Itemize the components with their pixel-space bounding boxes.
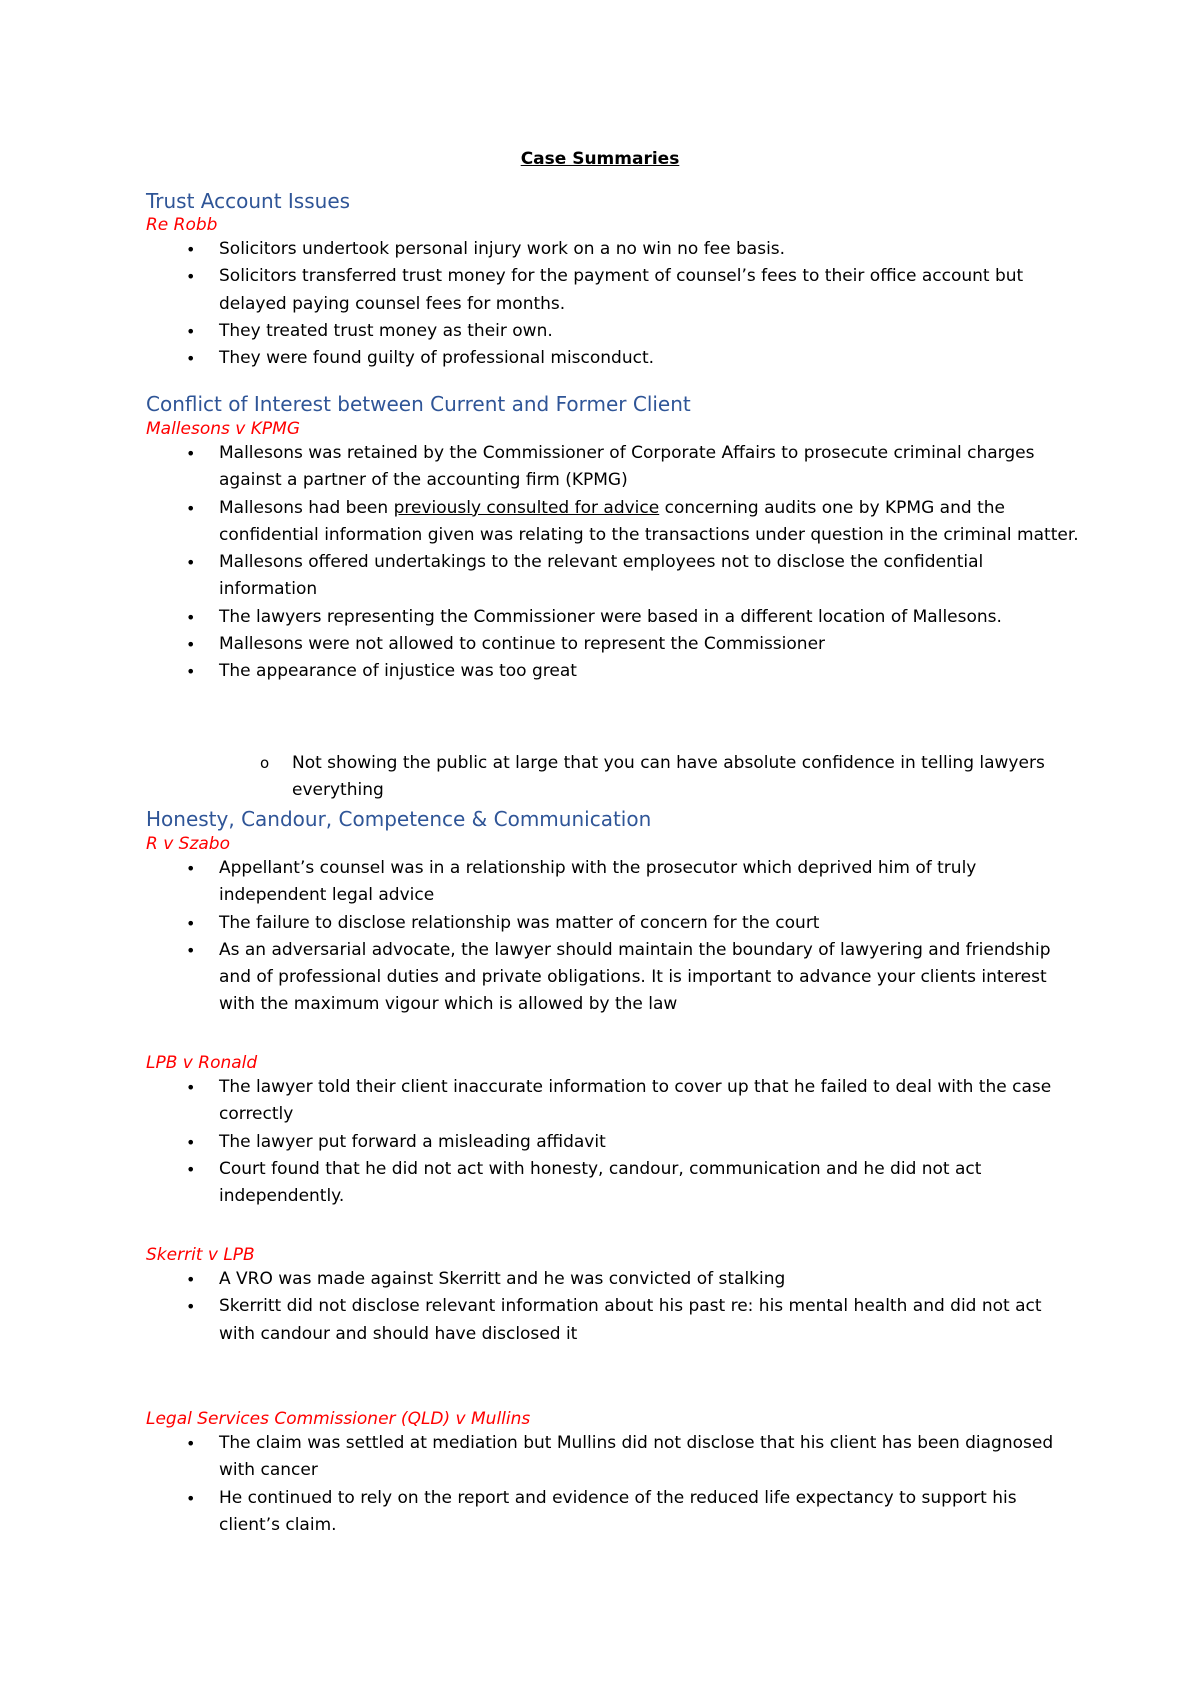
list-item: • Court found that he did not act with honesty, candour, communication and he did not act independently. bbox=[0, 1156, 1079, 1211]
bullet-icon: • bbox=[186, 635, 196, 655]
case-name-skerrit-v-lpb: Skerrit v LPB bbox=[146, 1245, 255, 1265]
bullet-icon: • bbox=[186, 859, 196, 878]
list-item: • Mallesons offered undertakings to the relevant employees not to disclose the confidential information bbox=[0, 549, 1079, 604]
list-item: • Solicitors undertook personal injury work on a no win no fee basis. bbox=[0, 236, 1079, 263]
bullet-icon: • bbox=[186, 267, 196, 287]
bullet-list-szabo bbox=[0, 855, 1200, 1019]
bullet-icon: • bbox=[186, 553, 196, 573]
bullet-icon: • bbox=[186, 940, 196, 960]
bullet-list-mullins bbox=[0, 1430, 1200, 1539]
bullet-list-skerrit bbox=[0, 1266, 1200, 1348]
list-item: • Mallesons had been previously consulted for advice concerning audits one by KPMG and the confidential information given was relating to the transactions under question in the criminal matter. bbox=[0, 495, 1079, 550]
bullet-icon: • bbox=[186, 1297, 196, 1317]
list-item: • They treated trust money as their own. bbox=[0, 318, 1079, 345]
list-item: • He continued to rely on the report and evidence of the reduced life expectancy to support his client’s claim. bbox=[0, 1485, 1079, 1540]
list-item: • They were found guilty of professional misconduct. bbox=[0, 345, 1079, 372]
case-name-re-robb: Re Robb bbox=[146, 215, 218, 235]
list-item: • The appearance of injustice was too great bbox=[0, 658, 1079, 685]
list-item: • The lawyer told their client inaccurate information to cover up that he failed to deal with the case correctly bbox=[0, 1074, 1079, 1129]
bullet-icon: • bbox=[186, 498, 196, 518]
bullet-icon: • bbox=[186, 321, 196, 341]
bullet-list-re-robb bbox=[0, 236, 1200, 372]
bullet-icon: • bbox=[186, 1159, 196, 1179]
bullet-icon: • bbox=[186, 1078, 196, 1097]
section-heading-honesty-candour: Honesty, Candour, Competence & Communication bbox=[146, 807, 652, 831]
bullet-icon: • bbox=[186, 1434, 196, 1453]
case-name-mallesons-v-kpmg: Mallesons v KPMG bbox=[146, 419, 300, 439]
list-item: • The failure to disclose relationship was matter of concern for the court bbox=[0, 910, 1079, 937]
list-item: • Mallesons were not allowed to continue to represent the Commissioner bbox=[0, 631, 1079, 658]
case-name-r-v-szabo: R v Szabo bbox=[146, 834, 231, 854]
list-item: • The lawyer put forward a misleading affidavit bbox=[0, 1129, 1079, 1156]
list-item: • Solicitors transferred trust money for the payment of counsel’s fees to their office account but delayed paying counsel fees for months. bbox=[0, 263, 1079, 318]
case-name-lsc-v-mullins: Legal Services Commissioner (QLD) v Mullins bbox=[146, 1409, 531, 1429]
bullet-icon: • bbox=[186, 607, 196, 627]
list-item: • As an adversarial advocate, the lawyer should maintain the boundary of lawyering and friendship and of professional duties and private obligations. It is important to advance your clients interest with the maximum vigour which is allowed by the law bbox=[0, 937, 1079, 1019]
bullet-icon: • bbox=[186, 913, 196, 933]
list-item: • Appellant’s counsel was in a relationship with the prosecutor which deprived him of truly independent legal advice bbox=[0, 855, 1079, 910]
bullet-icon: • bbox=[186, 1132, 196, 1152]
sub-bullet-list-mallesons bbox=[0, 750, 1200, 805]
list-item: o Not showing the public at large that you can have absolute confidence in telling lawyers everything bbox=[0, 750, 1072, 805]
bullet-icon: • bbox=[186, 1488, 196, 1508]
bullet-icon: • bbox=[186, 444, 196, 463]
section-heading-conflict-of-interest: Conflict of Interest between Current and Former Client bbox=[146, 392, 691, 416]
underlined-phrase: previously consulted for advice bbox=[393, 497, 660, 518]
list-item: • The lawyers representing the Commissioner were based in a different location of Mallesons. bbox=[0, 604, 1079, 631]
case-name-lpb-v-ronald: LPB v Ronald bbox=[146, 1053, 258, 1073]
bullet-icon: • bbox=[186, 1270, 196, 1289]
list-item: • Skerritt did not disclose relevant information about his past re: his mental health and did not act with candour and should have disclosed it bbox=[0, 1293, 1079, 1348]
hollow-bullet-icon: o bbox=[260, 754, 270, 772]
section-heading-trust-account: Trust Account Issues bbox=[146, 189, 351, 213]
bullet-list-ronald bbox=[0, 1074, 1200, 1210]
bullet-icon: • bbox=[186, 662, 196, 682]
list-item: • A VRO was made against Skerritt and he was convicted of stalking bbox=[0, 1266, 1079, 1293]
bullet-icon: • bbox=[186, 349, 196, 369]
bullet-list-mallesons bbox=[0, 440, 1200, 686]
list-item: • Mallesons was retained by the Commissioner of Corporate Affairs to prosecute criminal charges against a partner of the accounting firm (KPMG) bbox=[0, 440, 1079, 495]
bullet-icon: • bbox=[186, 240, 196, 259]
list-item: • The claim was settled at mediation but Mullins did not disclose that his client has been diagnosed with cancer bbox=[0, 1430, 1079, 1485]
document-title: Case Summaries bbox=[520, 149, 680, 169]
